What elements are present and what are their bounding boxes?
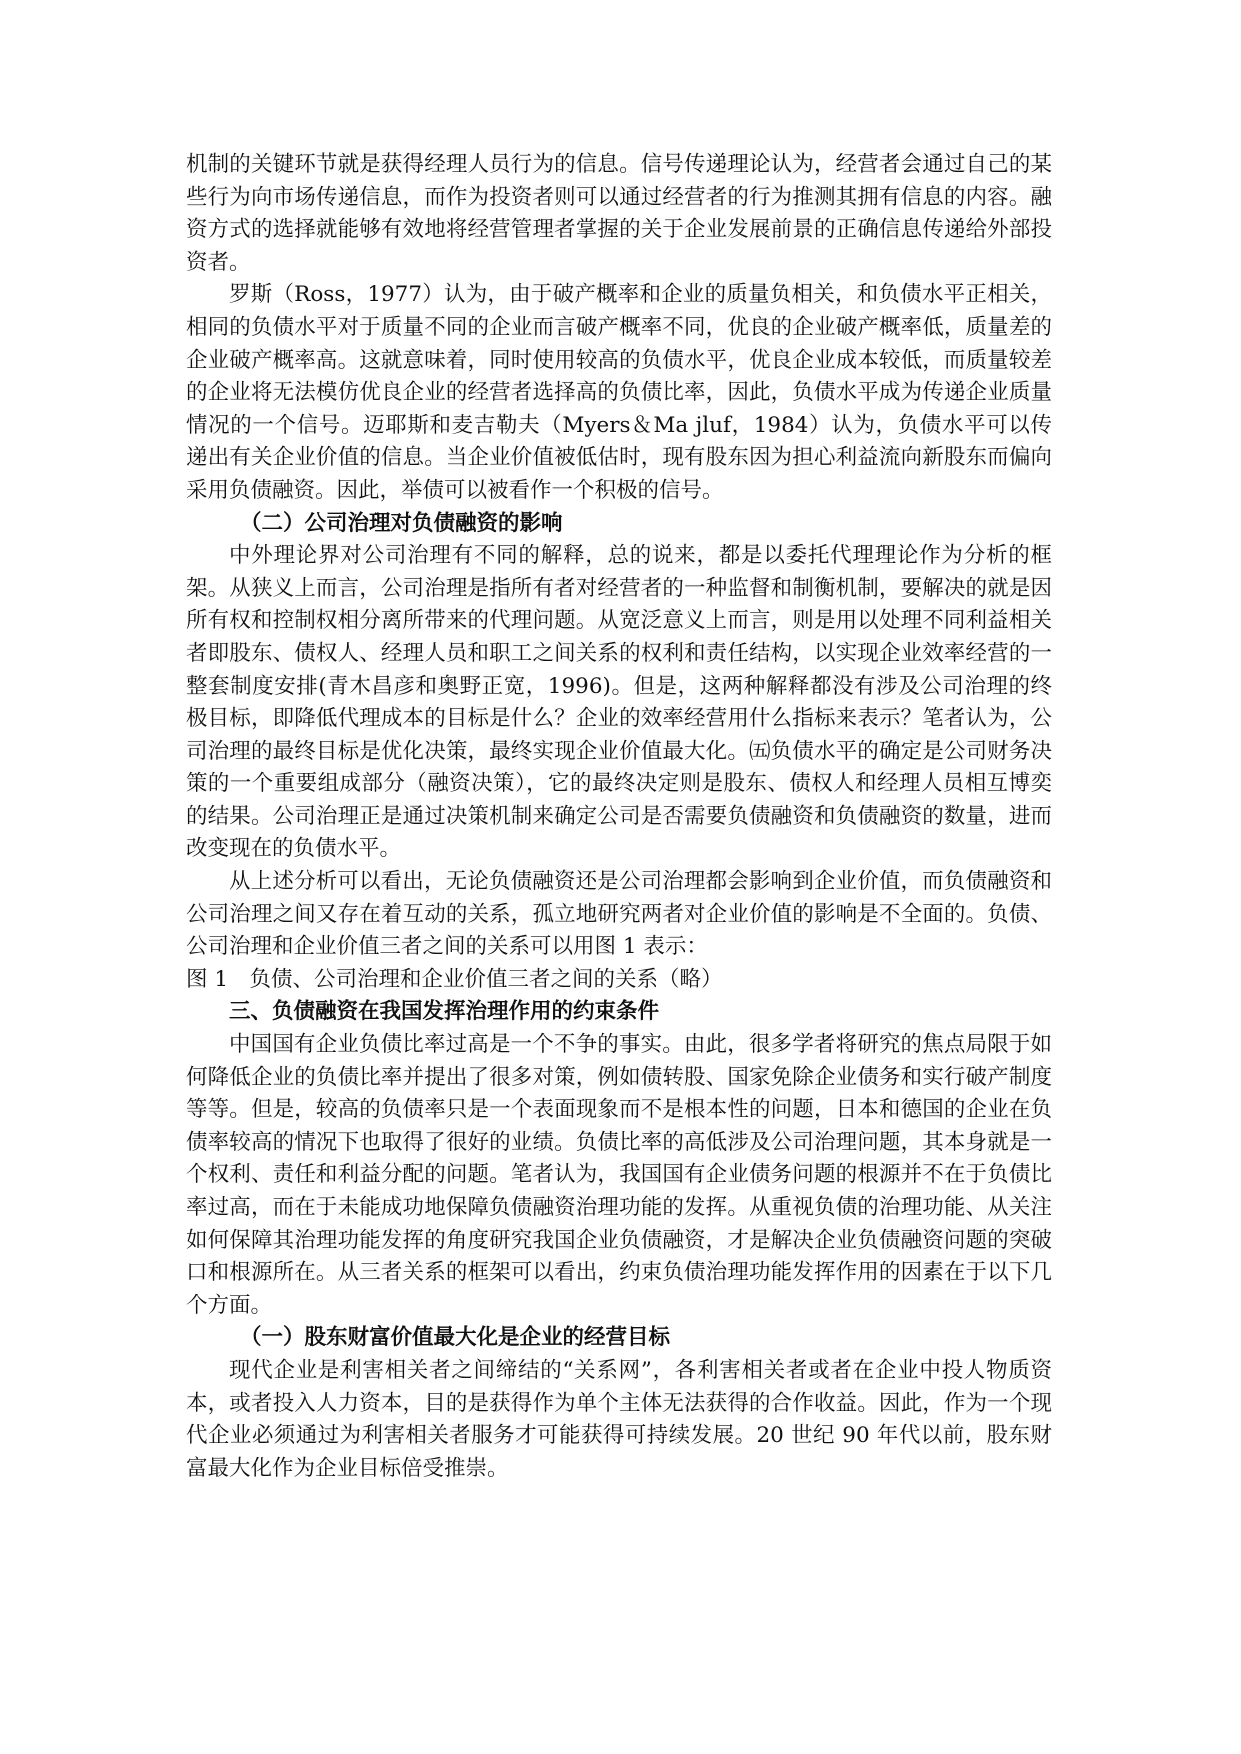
section-heading-2-2: （二）公司治理对负债融资的影响 — [240, 510, 563, 536]
paragraph-3: 中外理论界对公司治理有不同的解释，总的说来，都是以委托代理理论作为分析的框架。从狭义上而言，公司治理是指所有者对经营者的一种监督和制衡机制，要解决的就是因所有权和控制权相分离所带来的代理问题。从宽泛意义上而言，则是用以处理不同利益相关者即股东、债权人、经理人员和职工之间关系的权利和责任结构，以实现企业效率经营的一整套制度安排(青木昌彦和奥野正宽，1996)。但是，这两种解释都没有涉及公司治理的终极目标，即降低代理成本的目标是什么？企业的效率经营用什么指标来表示？笔者认为，公司治理的最终目标是优化决策，最终实现企业价值最大化。㈤负债水平的确定是公司财务决策的一个重要组成部分（融资决策），它的最终决定则是股东、债权人和经理人员相互博奕的结果。公司治理正是通过决策机制来确定公司是否需要负债融资和负债融资的数量，进而改变现在的负债水平。 — [186, 543, 1052, 862]
section-heading-3: 三、负债融资在我国发挥治理作用的约束条件 — [229, 999, 660, 1025]
paragraph-1: 机制的关键环节就是获得经理人员行为的信息。信号传递理论认为，经营者会通过自己的某些行为向市场传递信息，而作为投资者则可以通过经营者的行为推测其拥有信息的内容。融资方式的选择就能够有效地将经营管理者掌握的关于企业发展前景的正确信息传递给外部投资者。 — [186, 152, 1052, 275]
paragraph-6: 现代企业是利害相关者之间缔结的“关系网”，各利害相关者或者在企业中投人物质资本，或者投入人力资本，目的是获得作为单个主体无法获得的合作收益。因此，作为一个现代企业必须通过为利害相关者服务才可能获得可持续发展。20 世纪 90 年代以前，股东财富最大化作为企业目标倍受推崇。 — [186, 1357, 1052, 1481]
paragraph-4: 从上述分析可以看出，无论负债融资还是公司治理都会影响到企业价值，而负债融资和公司治理之间又存在着互动的关系，孤立地研究两者对企业价值的影响是不全面的。负债、公司治理和企业价值三者之间的关系可以用图 1 表示： — [186, 869, 1052, 960]
section-heading-3-1: （一）股东财富价值最大化是企业的经营目标 — [240, 1325, 671, 1351]
paragraph-5: 中国国有企业负债比率过高是一个不争的事实。由此，很多学者将研究的焦点局限于如何降低企业的负债比率并提出了很多对策，例如债转股、国家免除企业债务和实行破产制度等等。但是，较高的负债率只是一个表面现象而不是根本性的问题，日本和德国的企业在负债率较高的情况下也取得了很好的业绩。负债比率的高低涉及公司治理问题，其本身就是一个权利、责任和利益分配的问题。笔者认为，我国国有企业债务问题的根源并不在于负债比率过高，而在于未能成功地保障负债融资治理功能的发挥。从重视负债的治理功能、从关注如何保障其治理功能发挥的角度研究我国企业负债融资，才是解决企业负债融资问题的突破口和根源所在。从三者关系的框架可以看出，约束负债治理功能发挥作用的因素在于以下几个方面。 — [186, 1032, 1052, 1318]
paragraph-2: 罗斯（Ross，1977）认为，由于破产概率和企业的质量负相关，和负债水平正相关，相同的负债水平对于质量不同的企业而言破产概率不同，优良的企业破产概率低，质量差的企业破产概率高。这就意味着，同时使用较高的负债水平，优良企业成本较低，而质量较差的企业将无法模仿优良企业的经营者选择高的负债比率，因此，负债水平成为传递企业质量情况的一个信号。迈耶斯和麦吉勒夫（Myers＆Ma jluf，1984）认为，负债水平可以传递出有关企业价值的信息。当企业价值被低估时，现有股东因为担心利益流向新股东而偏向采用负债融资。因此，举债可以被看作一个积极的信号。 — [186, 282, 1052, 503]
document-body — [186, 149, 1052, 1485]
figure-caption: 图 1 负债、公司治理和企业价值三者之间的关系（略） — [186, 966, 723, 992]
